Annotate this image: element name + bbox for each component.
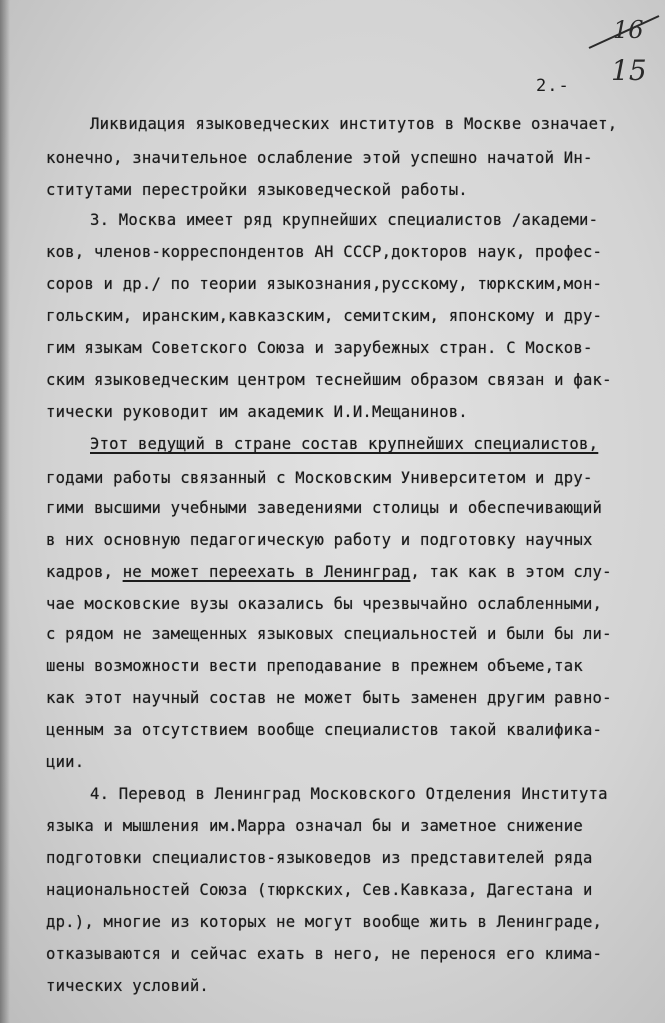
text-line-2: конечно, значительное ослабление этой успешно начатой Ин- [46, 149, 593, 167]
text-line-24: подготовки специалистов-языковедов из представителей ряда [46, 849, 593, 867]
archive-folio-number [585, 8, 663, 88]
text-line-11-underlined: Этот ведущий в стране состав крупнейших специалистов, [90, 435, 599, 453]
svg-text:16: 16 [613, 16, 644, 44]
text-line-15-pre: кадров, [46, 563, 123, 581]
text-line-18: шены возможности вести преподавание в прежнем объеме,так [46, 657, 583, 675]
text-line-22: 4. Перевод в Ленинград Московского Отделения Института [90, 785, 608, 803]
text-line-27: отказываются и сейчас ехать в него, не перенося его клима- [46, 945, 603, 963]
text-line-23: языка и мышления им.Марра означал бы и заметное снижение [46, 817, 583, 835]
text-line-17: с рядом не замещенных языковых специальностей и были бы ли- [46, 625, 612, 643]
text-line-15-underlined: не может переехать в Ленинград [122, 563, 411, 581]
text-line-12: годами работы связанный с Московским Университетом и дру- [46, 469, 593, 487]
text-line-4: 3. Москва имеет ряд крупнейших специалистов /академи- [90, 211, 599, 229]
text-line-15 [46, 562, 612, 582]
page-edge-shadow [0, 0, 10, 1023]
text-line-26: др.), многие из которых не могут вообще жить в Ленинграде, [46, 913, 603, 931]
svg-text:15: 15 [611, 54, 647, 87]
text-line-15-post: , так как в этом слу- [410, 563, 612, 581]
text-line-16: чае московские вузы оказались бы чрезвычайно ослабленными, [46, 595, 603, 613]
text-line-28: тических условий. [46, 977, 209, 995]
text-line-3: ститутами перестройки языковедческой работы. [46, 181, 468, 199]
text-line-14: в них основную педагогическую работу и подготовку научных [46, 531, 593, 549]
text-line-7: гольским, иранским,кавказским, семитским, японскому и дру- [46, 307, 603, 325]
handwritten-folio-mark [585, 8, 663, 88]
text-line-21: ции. [46, 753, 85, 771]
text-line-13: гими высшими учебными заведениями столицы и обеспечивающий [46, 499, 603, 517]
text-line-25: национальностей Союза (тюркских, Сев.Кавказа, Дагестана и [46, 881, 593, 899]
text-line-10: тически руководит им академик И.И.Мещанинов. [46, 403, 468, 421]
text-line-20: ценным за отсутствием вообще специалистов такой квалифика- [46, 721, 603, 739]
text-line-8: гим языкам Советского Союза и зарубежных стран. С Москов- [46, 339, 593, 357]
text-line-1: Ликвидация языковедческих институтов в Москве означает, [90, 115, 618, 133]
text-line-6: соров и др./ по теории языкознания,русскому, тюркским,мон- [46, 275, 603, 293]
text-line-5: ков, членов-корреспондентов АН СССР,докторов наук, профес- [46, 243, 603, 261]
text-line-19: как этот научный состав не может быть заменен другим равно- [46, 689, 612, 707]
text-line-9: ским языковедческим центром теснейшим образом связан и фак- [46, 371, 612, 389]
page-number: 2.- [536, 76, 570, 96]
